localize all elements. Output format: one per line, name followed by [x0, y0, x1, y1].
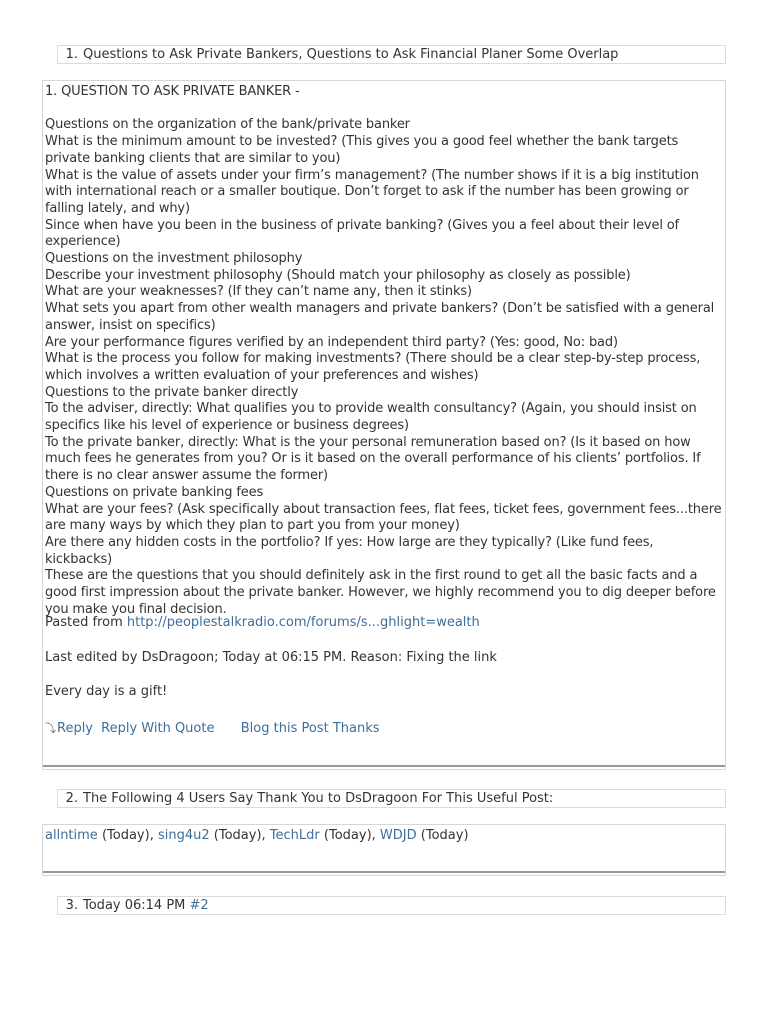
thanks-users-list: allntime (Today), sing4u2 (Today), TechLdr (Today), WDJD (Today) [45, 828, 469, 843]
post-line: Questions on the organization of the bank/private banker [45, 117, 410, 133]
post-line: To the private banker, directly: What is the your personal remuneration based on? (Is it based on how much fees he generates from you? Or is it based on the overall performance of his clients’ portfolios. If there is no clear answer assume the former) [45, 434, 701, 484]
pasted-from-line [45, 615, 480, 630]
post-line: Are there any hidden costs in the portfolio? If yes: How large are they typically? (Like fund fees, kickbacks) [45, 534, 654, 567]
signature: Every day is a gift! [45, 684, 168, 699]
post-line: 1. QUESTION TO ASK PRIVATE BANKER - [45, 84, 300, 99]
post-line: These are the questions that you should definitely ask in the first round to get all the basic facts and a good first impression about the private banker. However, we highly recommend you to dig deeper before you make you final decision. [45, 568, 716, 617]
thanks-user-time: (Today) [213, 828, 262, 843]
post-line: Questions to the private banker directly [45, 384, 299, 400]
post-line: What is the minimum amount to be invested? (This gives you a good feel whether the bank targets private banking clients that are similar to you) [45, 134, 679, 166]
post-line: What are your weaknesses? (If they can’t name any, then it stinks) [45, 284, 472, 300]
thanks-user-time: (Today) [420, 828, 469, 843]
reply-with-quote-button[interactable]: Reply With Quote [101, 721, 215, 736]
post-line: What is the value of assets under your firm’s management? (The number shows if it is a big institution with international reach or a smaller boutique. Don’t forget to ask if the number has been growing or falling lately, and why) [45, 167, 699, 216]
thanks-user-time: (Today) [101, 828, 150, 843]
thanks-user-link[interactable]: allntime [45, 828, 98, 843]
pasted-from-label: Pasted from [45, 615, 123, 630]
post-line: What sets you apart from other wealth managers and private bankers? (Don’t be satisfied with a general answer, insist on specifics) [45, 301, 715, 333]
post-line: Questions on the investment philosophy [45, 251, 303, 267]
post-line: What are your fees? (Ask specifically about transaction fees, flat fees, ticket fees, government fees...there are many ways by which they plan to part you from your money) [45, 501, 722, 534]
thanks-button[interactable]: Thanks [332, 721, 380, 736]
thanks-users-box [42, 824, 726, 876]
post-divider [43, 765, 725, 767]
post-number-link[interactable]: #2 [189, 898, 209, 913]
post-actions [45, 720, 384, 736]
list-number: 3. [65, 898, 78, 913]
list-number: 2. [65, 791, 78, 806]
post-message [43, 81, 725, 618]
post-line: Since when have you been in the business of private banking? (Gives you a feel about their level of experience) [45, 217, 679, 250]
reply-icon: ⤵ [45, 722, 56, 735]
thanks-user-time: (Today) [323, 828, 372, 843]
thanks-user-link[interactable]: TechLdr [269, 828, 320, 843]
post-line: What is the process you follow for making investments? (There should be a clear step-by-step process, which involves a written evaluation of your preferences and wishes) [45, 351, 701, 383]
reply-button[interactable]: Reply [57, 721, 94, 736]
thanks-divider [43, 871, 725, 873]
post-content-box [42, 80, 726, 770]
blank-line [45, 101, 723, 118]
post-title-bar [57, 45, 726, 64]
post2-title-bar [57, 896, 726, 915]
list-number: 1. [65, 47, 78, 62]
post-title: Questions to Ask Private Bankers, Questions to Ask Financial Planer Some Overlap [83, 47, 619, 62]
pasted-from-link[interactable]: http://peoplestalkradio.com/forums/s...ghlight=wealth [126, 615, 480, 630]
edit-note: Last edited by DsDragoon; Today at 06:15 PM. Reason: Fixing the link [45, 650, 497, 665]
post-line: To the adviser, directly: What qualifies you to provide wealth consultancy? (Again, you should insist on specifics like his level of experience or business degrees) [45, 401, 697, 434]
thanks-title: The Following 4 Users Say Thank You to DsDragoon For This Useful Post: [83, 791, 554, 806]
thanks-title-bar [57, 789, 726, 808]
thanks-user-link[interactable]: sing4u2 [157, 828, 210, 843]
post-line: Questions on private banking fees [45, 484, 264, 500]
post-line: Are your performance figures verified by an independent third party? (Yes: good, No: bad) [45, 334, 618, 350]
post-time: Today 06:14 PM [83, 898, 186, 913]
blog-this-post-button[interactable]: Blog this Post [240, 721, 329, 736]
post-line: Describe your investment philosophy (Should match your philosophy as closely as possible) [45, 267, 631, 283]
thanks-user-link[interactable]: WDJD [379, 828, 417, 843]
